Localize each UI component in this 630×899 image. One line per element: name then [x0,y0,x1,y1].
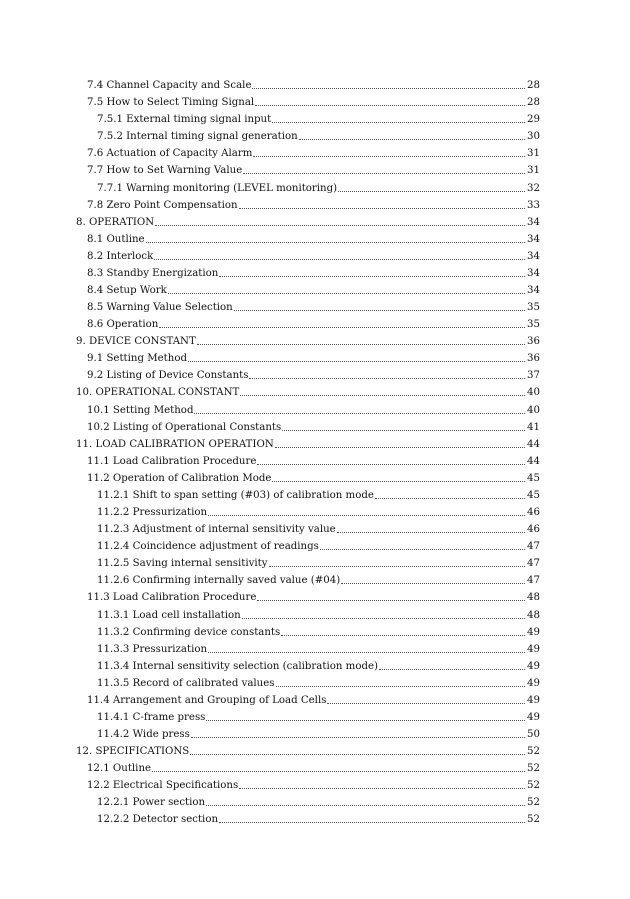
toc-entry-title: 11.3.2 Confirming device constants [97,626,281,638]
toc-entry-page: 41 [527,421,540,433]
toc-entry-title: 11.2.5 Saving internal sensitivity [97,558,268,570]
dot-leader [146,242,525,243]
dot-leader [239,788,525,789]
toc-entry-title: 11.3.5 Record of calibrated values [97,677,275,689]
dot-leader [299,139,525,140]
toc-entry [97,486,540,502]
toc-entry [87,76,540,92]
toc-entry [97,708,540,724]
toc-entry-page: 36 [527,353,540,365]
toc-entry-page: 47 [527,558,540,570]
toc-entry-title: 10.1 Setting Method [87,404,194,416]
toc-entry-title: 11.2.3 Adjustment of internal sensitivity value [97,524,336,536]
toc-entry [87,366,540,382]
toc-entry-title: 10. OPERATIONAL CONSTANT [76,387,240,399]
dot-leader [191,737,525,738]
toc-entry [87,401,540,417]
dot-leader [159,327,525,328]
toc-entry-page: 46 [527,507,540,518]
dot-leader [188,361,525,362]
toc-entry-title: 8. OPERATION [76,216,155,228]
dot-leader [252,88,525,89]
toc-entry [87,230,540,246]
toc-entry [87,759,540,775]
dot-leader [206,805,525,806]
dot-leader [239,208,525,209]
toc-entry [97,127,540,143]
toc-entry-title: 8.5 Warning Value Selection [87,302,233,313]
toc-entry-title: 12.2.1 Power section [97,797,206,809]
dot-leader [208,652,525,653]
dot-leader [155,225,525,226]
toc-entry-page: 30 [527,131,540,143]
dot-leader [337,532,525,533]
toc-entry-title: 7.7.1 Warning monitoring (LEVEL monitoring) [97,182,338,194]
dot-leader [206,720,525,721]
dot-leader [257,464,525,465]
toc-entry [87,469,540,485]
toc-entry-page: 40 [527,387,540,399]
toc-entry [87,196,540,212]
toc-entry-page: 44 [527,455,540,467]
toc-entry-page: 31 [527,148,540,160]
toc-entry-title: 11.1 Load Calibration Procedure [87,455,257,467]
toc-entry-title: 8.1 Outline [87,233,145,245]
toc-entry-page: 49 [527,660,540,672]
toc-entry [76,213,540,229]
toc-entry-page: 34 [527,285,540,296]
dot-leader [320,549,525,550]
toc-entry-page: 48 [527,609,540,621]
toc-entry [87,264,540,280]
dot-leader [272,481,525,482]
toc-entry [87,144,540,160]
toc-entry-title: 7.6 Actuation of Capacity Alarm [87,148,253,160]
toc-entry [97,554,540,570]
toc-entry-page: 45 [527,472,540,484]
dot-leader [281,635,525,636]
toc-entry-page: 34 [527,233,540,245]
toc-entry-page: 49 [527,643,540,655]
toc-entry-title: 11.2 Operation of Calibration Mode [87,472,272,484]
dot-leader [255,105,525,106]
toc-entry-page: 52 [527,746,540,758]
dot-leader [249,378,525,379]
toc-entry-page: 45 [527,489,540,501]
toc-entry-page: 49 [527,626,540,638]
dot-leader [276,686,525,687]
toc-entry-page: 49 [527,712,540,723]
dot-leader [154,259,525,260]
toc-entry [87,349,540,365]
toc-entry [97,110,540,126]
toc-entry-title: 11.3.1 Load cell installation [97,609,241,621]
toc-entry-title: 11.2.2 Pressurization [97,507,208,518]
toc-entry [87,588,540,604]
dot-leader [194,413,525,414]
toc-entry [87,315,540,331]
toc-entry [87,161,540,177]
dot-leader [272,122,525,123]
dot-leader [257,600,525,601]
dot-leader [275,447,525,448]
toc-entry-page: 48 [527,592,540,604]
toc-entry-title: 11.3.4 Internal sensitivity selection (calibration mode) [97,660,378,672]
toc-entry-page: 37 [527,370,540,382]
dot-leader [327,703,525,704]
toc-entry-page: 40 [527,404,540,416]
dot-leader [168,293,525,294]
dot-leader [269,566,526,567]
toc-entry-title: 9. DEVICE CONSTANT [76,336,196,348]
toc-entry-title: 7.4 Channel Capacity and Scale [87,80,252,91]
toc-entry-title: 8.3 Standby Energization [87,267,219,279]
toc-entry [97,810,540,826]
toc-entry-title: 11.3 Load Calibration Procedure [87,592,257,604]
toc-entry [97,179,540,195]
toc-entry [97,623,540,639]
toc-entry-title: 11.2.4 Coincidence adjustment of readings [97,541,319,553]
dot-leader [379,669,525,670]
dot-leader [208,515,525,516]
toc-entry-page: 50 [527,729,540,740]
toc-entry-page: 44 [527,438,540,450]
toc-entry [97,520,540,536]
dot-leader [234,310,525,311]
dot-leader [338,191,525,192]
toc-entry [97,640,540,656]
toc-entry-title: 11.4 Arrangement and Grouping of Load Cells [87,694,327,706]
toc-entry-page: 28 [527,80,540,91]
dot-leader [242,618,525,619]
toc-entry-title: 7.7 How to Set Warning Value [87,165,243,177]
toc-entry-page: 31 [527,165,540,177]
toc-entry [87,691,540,707]
dot-leader [282,430,525,431]
toc-entry-title: 7.5 How to Select Timing Signal [87,97,255,109]
toc-entry-page: 33 [527,199,540,211]
toc-entry [87,298,540,314]
toc-entry-title: 7.5.1 External timing signal input [97,114,272,126]
toc-entry-page: 34 [527,250,540,262]
dot-leader [219,276,525,277]
toc-entry-title: 7.5.2 Internal timing signal generation [97,131,298,143]
toc-entry-title: 11.4.1 C-frame press [97,712,206,723]
dot-leader [253,156,525,157]
toc-entry [97,725,540,741]
toc-entry [87,452,540,468]
toc-entry-title: 12.2 Electrical Specifications [87,780,239,792]
dot-leader [152,771,525,772]
toc-entry-page: 29 [527,114,540,126]
toc-entry-page: 52 [527,797,540,809]
dot-leader [197,344,525,345]
toc-entry [97,657,540,673]
toc-entry-page: 52 [527,763,540,775]
toc-entry [87,776,540,792]
toc-entry [97,674,540,690]
toc-entry [97,606,540,622]
toc-entry-title: 10.2 Listing of Operational Constants [87,421,282,433]
toc-entry-title: 9.2 Listing of Device Constants [87,370,249,382]
toc-entry-title: 8.4 Setup Work [87,285,167,296]
toc-entry-title: 7.8 Zero Point Compensation [87,199,238,211]
toc-entry-page: 34 [527,216,540,228]
toc-entry-page: 52 [527,780,540,792]
toc-entry-title: 11.3.3 Pressurization [97,643,208,655]
toc-entry [97,571,540,587]
toc-entry-title: 11.4.2 Wide press [97,729,190,740]
toc-entry [87,418,540,434]
dot-leader [219,822,525,823]
toc-entry [87,281,540,297]
toc-entry-title: 11.2.6 Confirming internally saved value (#04) [97,575,341,587]
toc-entry [76,435,540,451]
toc-entry-page: 35 [527,302,540,313]
toc-entry [87,93,540,109]
toc-entry-page: 47 [527,575,540,587]
toc-entry-page: 34 [527,267,540,279]
toc-entry-page: 32 [527,182,540,194]
toc-entry-page: 47 [527,541,540,553]
toc-entry-page: 46 [527,524,540,536]
toc-entry [97,537,540,553]
toc-entry-page: 28 [527,97,540,109]
dot-leader [240,395,525,396]
dot-leader [243,173,525,174]
toc-entry-page: 52 [527,814,540,826]
dot-leader [375,498,525,499]
toc-entry-page: 49 [527,677,540,689]
toc-entry [76,383,540,399]
toc-entry-title: 12.1 Outline [87,763,152,775]
toc-entry-title: 12. SPECIFICATIONS [76,746,190,758]
toc-entry-title: 12.2.2 Detector section [97,814,219,826]
toc-entry-title: 11. LOAD CALIBRATION OPERATION [76,438,274,450]
toc-entry-page: 36 [527,336,540,348]
toc-entry-title: 8.6 Operation [87,319,159,331]
toc-entry [76,332,540,348]
toc-entry-title: 8.2 Interlock [87,250,154,262]
toc-entry-page: 35 [527,319,540,331]
toc-entry [97,503,540,519]
toc-entry-title: 11.2.1 Shift to span setting (#03) of calibration mode [97,489,374,501]
toc-entry-page: 49 [527,694,540,706]
toc-entry [76,742,540,758]
toc-entry [97,793,540,809]
toc-entry-title: 9.1 Setting Method [87,353,187,365]
dot-leader [341,583,525,584]
dot-leader [190,754,525,755]
toc-entry [87,247,540,263]
